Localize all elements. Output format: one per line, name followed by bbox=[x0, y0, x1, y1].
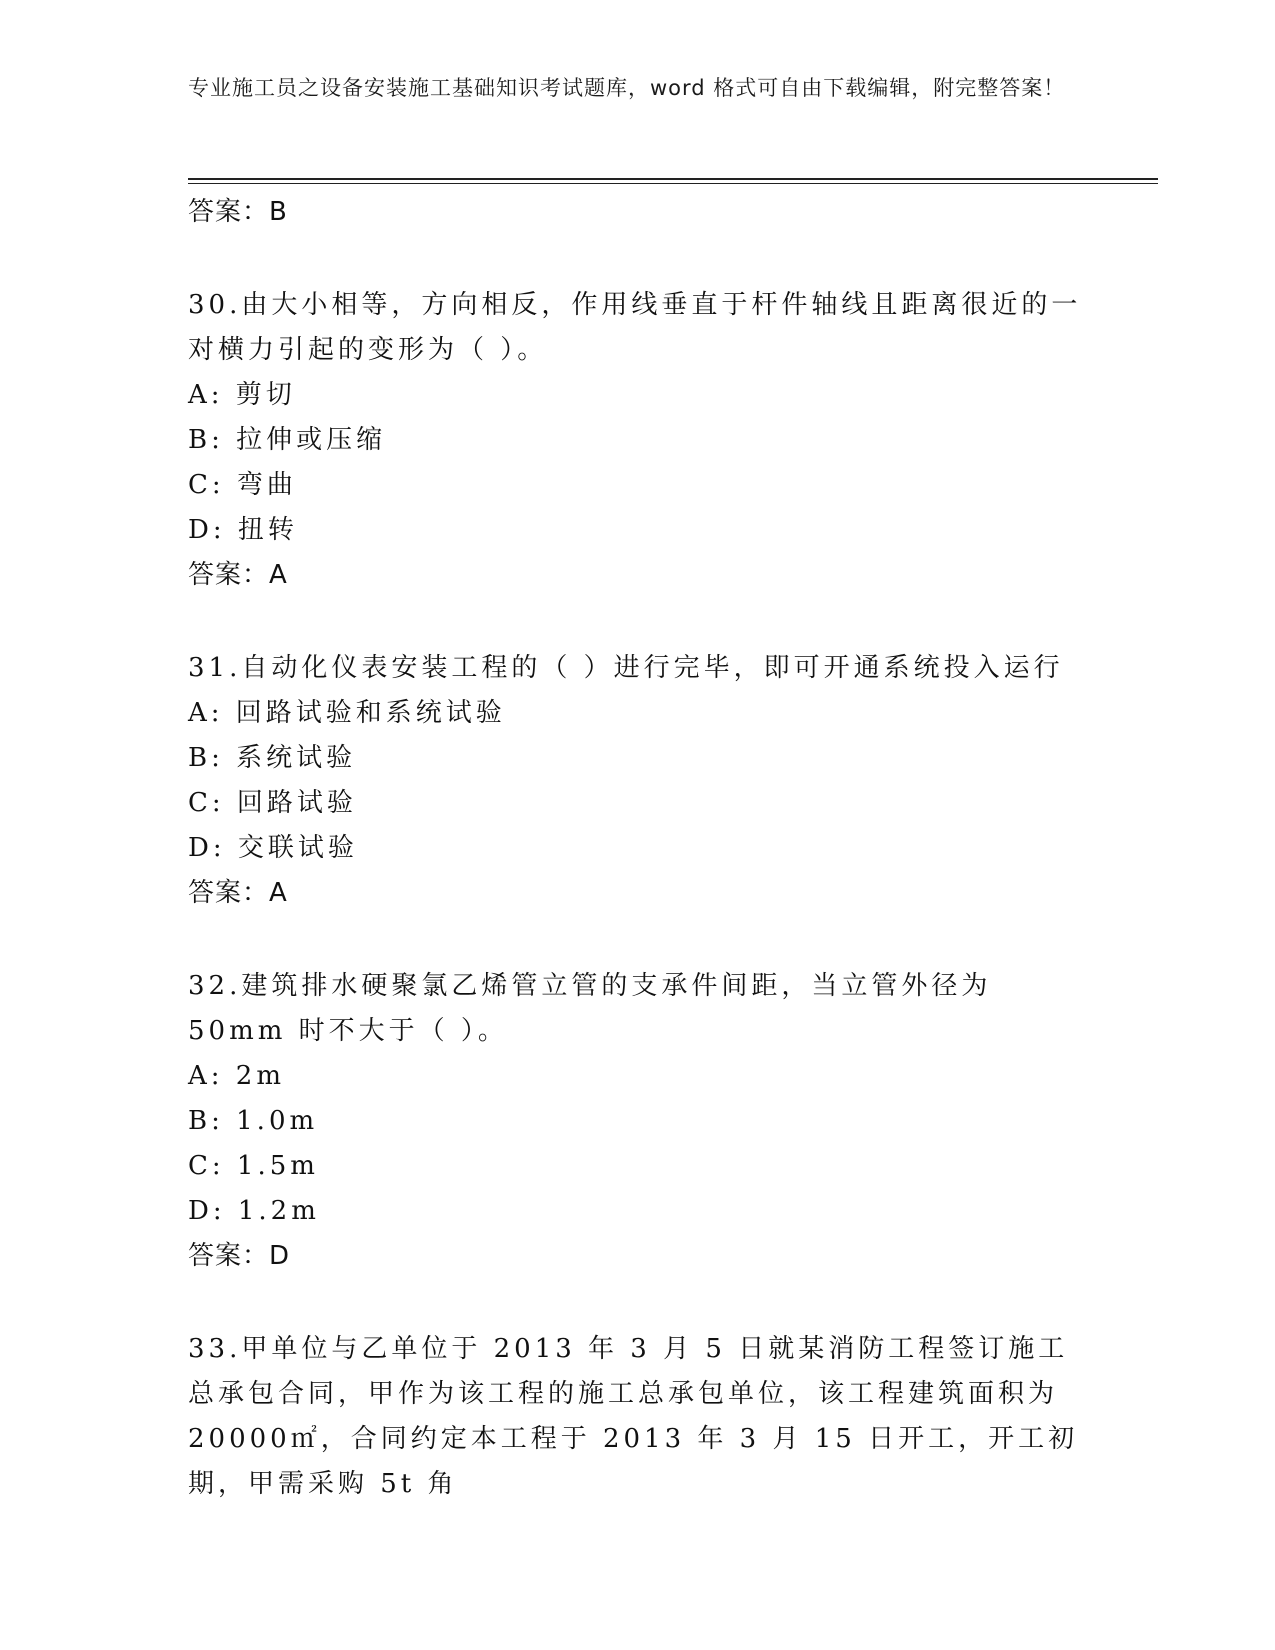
spacer bbox=[188, 598, 1088, 646]
answer-29: 答案：B bbox=[188, 197, 288, 227]
question-content bbox=[188, 190, 1088, 1507]
question-text: 30.由大小相等，方向相反，作用线垂直于杆件轴线且距离很近的一对横力引起的变形为（ ）。 bbox=[188, 290, 1082, 365]
option-c: C: 1.5m bbox=[188, 1151, 319, 1181]
answer-30: 答案：A bbox=[188, 560, 288, 590]
question-text: 32.建筑排水硬聚氯乙烯管立管的支承件间距，当立管外径为 50mm 时不大于（ ）。 bbox=[188, 971, 992, 1046]
question-text: 33.甲单位与乙单位于 2013 年 3 月 5 日就某消防工程签订施工总承包合同，甲作为该工程的施工总承包单位，该工程建筑面积为 20000㎡，合同约定本工程于 2013 年 3 月 15 日开工，开工初期，甲需采购 5t 角 bbox=[188, 1334, 1079, 1499]
answer-32: 答案：D bbox=[188, 1241, 291, 1271]
option-b: B: 拉伸或压缩 bbox=[188, 425, 387, 455]
option-c: C: 回路试验 bbox=[188, 788, 357, 818]
question-31 bbox=[188, 646, 1088, 916]
spacer bbox=[188, 1279, 1088, 1327]
question-text: 31.自动化仪表安装工程的（ ）进行完毕，即可开通系统投入运行 bbox=[188, 653, 1064, 683]
question-32 bbox=[188, 964, 1088, 1279]
option-d: D: 交联试验 bbox=[188, 833, 358, 863]
option-a: A: 剪切 bbox=[188, 380, 296, 410]
option-b: B: 1.0m bbox=[188, 1106, 319, 1136]
question-33 bbox=[188, 1327, 1088, 1507]
answer-31: 答案：A bbox=[188, 878, 288, 908]
option-d: D: 1.2m bbox=[188, 1196, 320, 1226]
spacer bbox=[188, 235, 1088, 283]
option-b: B: 系统试验 bbox=[188, 743, 357, 773]
option-a: A: 2m bbox=[188, 1061, 285, 1091]
document-header: 专业施工员之设备安装施工基础知识考试题库，word 格式可自由下载编辑，附完整答案！ bbox=[188, 76, 1066, 100]
option-d: D: 扭转 bbox=[188, 515, 298, 545]
option-c: C: 弯曲 bbox=[188, 470, 297, 500]
spacer bbox=[188, 916, 1088, 964]
question-30 bbox=[188, 283, 1088, 598]
header-rule-thin bbox=[188, 183, 1158, 184]
header-rule-thick bbox=[188, 178, 1158, 180]
option-a: A: 回路试验和系统试验 bbox=[188, 698, 506, 728]
